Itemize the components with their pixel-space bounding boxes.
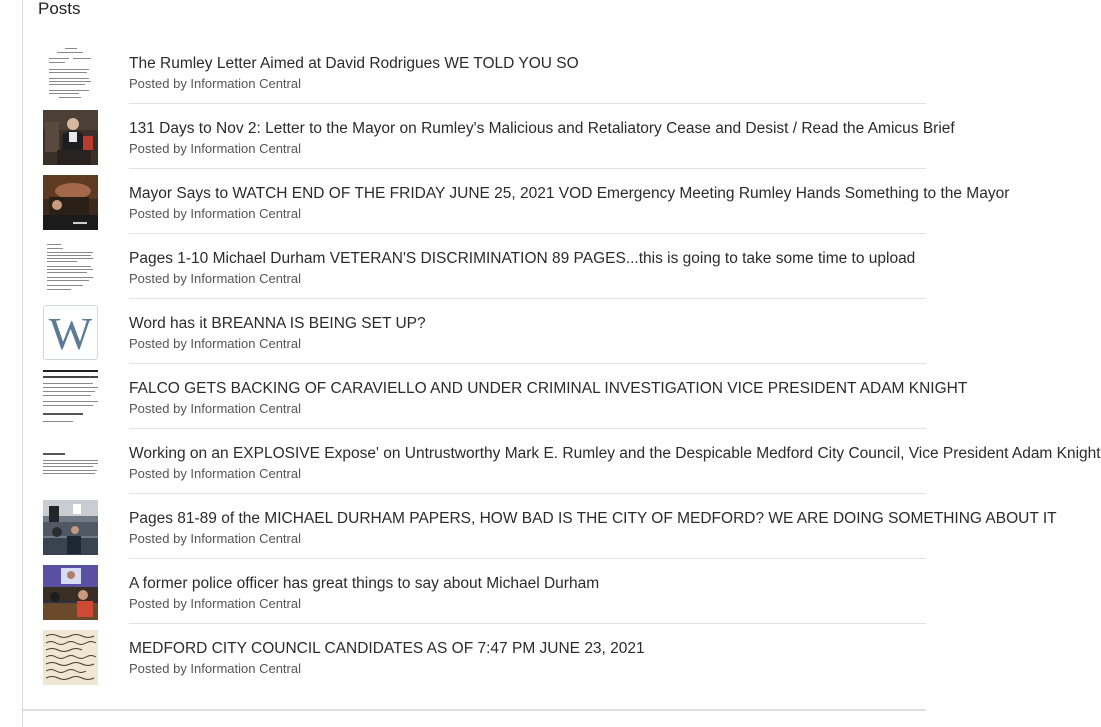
- post-thumbnail-photo[interactable]: [43, 175, 98, 230]
- post-item[interactable]: [38, 39, 926, 104]
- post-byline: Posted by Information Central: [129, 596, 301, 611]
- post-byline: Posted by Information Central: [129, 141, 301, 156]
- post-item[interactable]: [38, 559, 926, 624]
- post-byline: Posted by Information Central: [129, 531, 301, 546]
- post-thumbnail-document[interactable]: [43, 435, 98, 490]
- post-byline: Posted by Information Central: [129, 401, 301, 416]
- post-item[interactable]: [38, 429, 1101, 494]
- post-item[interactable]: [38, 299, 926, 364]
- post-byline: Posted by Information Central: [129, 76, 301, 91]
- left-divider: [22, 0, 23, 727]
- post-title-link[interactable]: Pages 81-89 of the MICHAEL DURHAM PAPERS, HOW BAD IS THE CITY OF MEDFORD? WE ARE DOING SOMETHING ABOUT IT: [129, 510, 1057, 527]
- post-byline: Posted by Information Central: [129, 271, 301, 286]
- post-item[interactable]: [38, 104, 955, 169]
- post-byline: Posted by Information Central: [129, 206, 301, 221]
- post-title-link[interactable]: Pages 1-10 Michael Durham VETERAN'S DISCRIMINATION 89 PAGES...this is going to take some time to upload: [129, 250, 916, 267]
- post-title-link[interactable]: FALCO GETS BACKING OF CARAVIELLO AND UNDER CRIMINAL INVESTIGATION VICE PRESIDENT ADAM KNIGHT: [129, 380, 968, 397]
- post-byline: Posted by Information Central: [129, 336, 301, 351]
- post-item[interactable]: [38, 169, 1010, 234]
- post-thumbnail-document[interactable]: [43, 45, 98, 100]
- post-title-link[interactable]: The Rumley Letter Aimed at David Rodrigues WE TOLD YOU SO: [129, 55, 579, 72]
- post-byline: Posted by Information Central: [129, 661, 301, 676]
- post-title-link[interactable]: A former police officer has great things to say about Michael Durham: [129, 575, 600, 592]
- post-title-link[interactable]: 131 Days to Nov 2: Letter to the Mayor on Rumley's Malicious and Retaliatory Cease and Desist / Read the Amicus Brief: [129, 120, 955, 137]
- post-thumbnail-document[interactable]: [43, 370, 98, 425]
- post-thumbnail-letter[interactable]: W: [43, 305, 98, 360]
- post-thumbnail-photo[interactable]: [43, 565, 98, 620]
- posts-list: [38, 39, 1101, 689]
- bottom-divider: [22, 709, 926, 711]
- post-thumbnail-photo[interactable]: [43, 110, 98, 165]
- post-thumbnail-document[interactable]: [43, 240, 98, 295]
- post-title-link[interactable]: Word has it BREANNA IS BEING SET UP?: [129, 315, 426, 332]
- post-title-link[interactable]: MEDFORD CITY COUNCIL CANDIDATES AS OF 7:47 PM JUNE 23, 2021: [129, 640, 645, 657]
- post-item[interactable]: [38, 364, 968, 429]
- post-item[interactable]: [38, 494, 1057, 559]
- post-title-link[interactable]: Working on an EXPLOSIVE Expose' on Untrustworthy Mark E. Rumley and the Despicable Medford City Council, Vice President Adam Knight: [129, 445, 1101, 462]
- post-item[interactable]: [38, 234, 926, 299]
- post-byline: Posted by Information Central: [129, 466, 301, 481]
- section-heading: Posts: [38, 0, 81, 18]
- post-thumbnail-photo[interactable]: [43, 500, 98, 555]
- post-thumbnail-handwritten[interactable]: [43, 630, 98, 685]
- post-title-link[interactable]: Mayor Says to WATCH END OF THE FRIDAY JUNE 25, 2021 VOD Emergency Meeting Rumley Hands Something to the Mayor: [129, 185, 1010, 202]
- post-item[interactable]: [38, 624, 926, 689]
